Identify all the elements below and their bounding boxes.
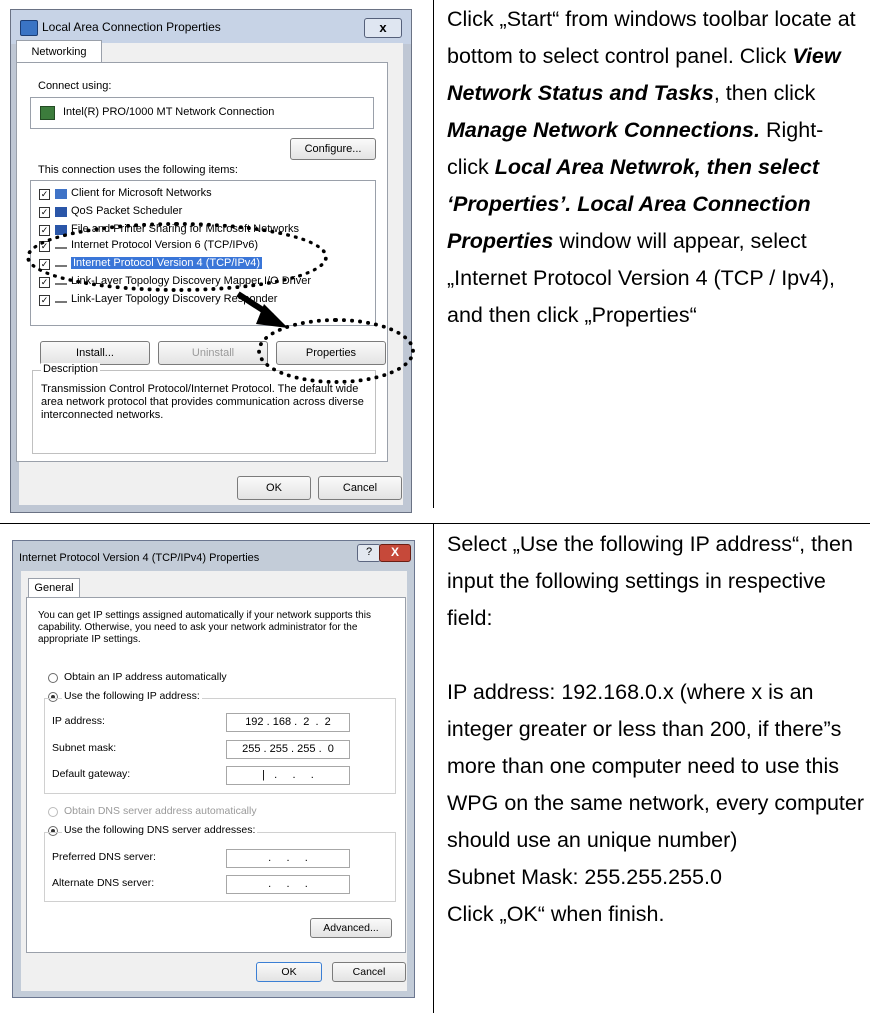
step1-instructions (447, 1, 865, 334)
cancel-button[interactable]: Cancel (332, 962, 406, 982)
close-button[interactable]: X (379, 544, 411, 562)
blank-line (447, 637, 865, 674)
item-label: Link-Layer Topology Discovery Responder (71, 293, 278, 305)
highlight-ellipse-ipv4 (26, 222, 328, 292)
checkbox-icon[interactable]: ✓ (40, 241, 49, 251)
items-label: This connection uses the following items: (38, 164, 238, 176)
column-divider-top (433, 0, 434, 508)
item-label: Internet Protocol Version 6 (TCP/IPv6) (71, 239, 259, 251)
row-divider (0, 523, 870, 524)
description-text: Transmission Control Protocol/Internet Protocol. The default wide area network protocol that provides communication across diverse interconnected networks. (41, 383, 364, 421)
default-gateway-label: Default gateway: (52, 768, 131, 780)
item-label: File and Printer Sharing for Microsoft Networks (71, 223, 300, 235)
cancel-button[interactable]: Cancel (318, 476, 402, 500)
close-button[interactable]: x (364, 18, 402, 38)
arrow-icon (234, 290, 292, 334)
preferred-dns-label: Preferred DNS server: (52, 851, 156, 863)
step1-emphasis-3: Local Area Netwrok, then select ‘Properties’. Local Area Connection Properties (447, 155, 819, 253)
connect-using-label: Connect using: (38, 80, 112, 92)
ip-address-field[interactable]: 192 . 168 . 2 . 2 (226, 713, 350, 732)
ok-button[interactable]: OK (237, 476, 311, 500)
properties-button[interactable]: Properties (276, 341, 386, 365)
ok-button[interactable]: OK (256, 962, 322, 982)
step2-line-2: IP address: 192.168.0.x (where x is an integer greater or less than 200, if there”s more than one computer need to use this WPG on the same network, every computer should use an unique number) (447, 680, 865, 852)
checkbox-icon[interactable]: ✓ (40, 189, 49, 199)
step2-instructions (447, 526, 865, 933)
checkbox-icon[interactable]: ✓ (40, 295, 49, 305)
description-title: Description (43, 363, 99, 375)
dialog-title: Internet Protocol Version 4 (TCP/IPv4) Properties (19, 552, 260, 564)
ip-address-label: IP address: (52, 715, 105, 727)
title-bar (11, 10, 411, 44)
step2-line-4: Click „OK“ when finish. (447, 902, 665, 926)
obtain-dns-label: Obtain DNS server address automatically (64, 805, 257, 817)
scheduler-icon (55, 207, 67, 217)
obtain-ip-label: Obtain an IP address automatically (64, 671, 227, 683)
obtain-dns-radio (48, 807, 58, 817)
step1-text-1: Click „Start“ from windows toolbar locate at bottom to select control panel. Click (447, 7, 856, 68)
step1-emphasis-1: View Network Status and Tasks (447, 44, 841, 105)
step1-text-3: Right-click (447, 118, 824, 179)
preferred-dns-field[interactable]: . . . (226, 849, 350, 868)
advanced-button[interactable]: Advanced... (310, 918, 392, 938)
install-button[interactable]: Install... (40, 341, 150, 365)
step2-line-1: Select „Use the following IP address“, then input the following settings in respective field: (447, 532, 853, 630)
checkbox-icon[interactable]: ✓ (40, 277, 49, 287)
tab-networking[interactable]: Networking (16, 40, 102, 64)
alternate-dns-field[interactable]: . . . (226, 875, 350, 894)
dialog-title: Local Area Connection Properties (42, 20, 221, 34)
default-gateway-field[interactable]: | . . . (226, 766, 350, 785)
adapter-name: Intel(R) PRO/1000 MT Network Connection (63, 106, 275, 118)
subnet-mask-field[interactable]: 255 . 255 . 255 . 0 (226, 740, 350, 759)
item-label: QoS Packet Scheduler (71, 205, 183, 217)
checkbox-icon[interactable]: ✓ (40, 225, 49, 235)
tab-general[interactable]: General (28, 578, 80, 599)
checkbox-icon[interactable]: ✓ (40, 259, 49, 269)
alternate-dns-label: Alternate DNS server: (52, 877, 155, 889)
step1-emphasis-2: Manage Network Connections. (447, 118, 760, 142)
use-ip-label: Use the following IP address: (64, 690, 200, 702)
item-label: Client for Microsoft Networks (71, 187, 212, 199)
item-label: Link-Layer Topology Discovery Mapper I/O Driver (71, 275, 312, 287)
item-label: Internet Protocol Version 4 (TCP/IPv4) (73, 257, 261, 269)
obtain-ip-radio[interactable] (48, 673, 58, 683)
network-icon (20, 20, 38, 36)
use-dns-label: Use the following DNS server addresses: (64, 824, 256, 836)
help-button[interactable]: ? (357, 544, 381, 562)
step1-text-2: , then click (713, 81, 816, 105)
adapter-box (30, 97, 374, 129)
client-icon (55, 189, 67, 199)
subnet-mask-label: Subnet mask: (52, 742, 117, 754)
step2-line-3: Subnet Mask: 255.255.255.0 (447, 865, 722, 889)
intro-text: You can get IP settings assigned automatically if your network supports this capability. Otherwise, you need to ask your network administrator for the appropriate IP settings. (38, 610, 371, 645)
configure-button[interactable]: Configure... (290, 138, 376, 160)
uninstall-button: Uninstall (158, 341, 268, 365)
column-divider-bottom (433, 524, 434, 1013)
protocol-icon (55, 295, 67, 303)
network-adapter-icon (40, 106, 55, 120)
checkbox-icon[interactable]: ✓ (40, 207, 49, 217)
step1-text-4: window will appear, select „Internet Protocol Version 4 (TCP / Ipv4), and then click „Properties“ (447, 229, 835, 327)
